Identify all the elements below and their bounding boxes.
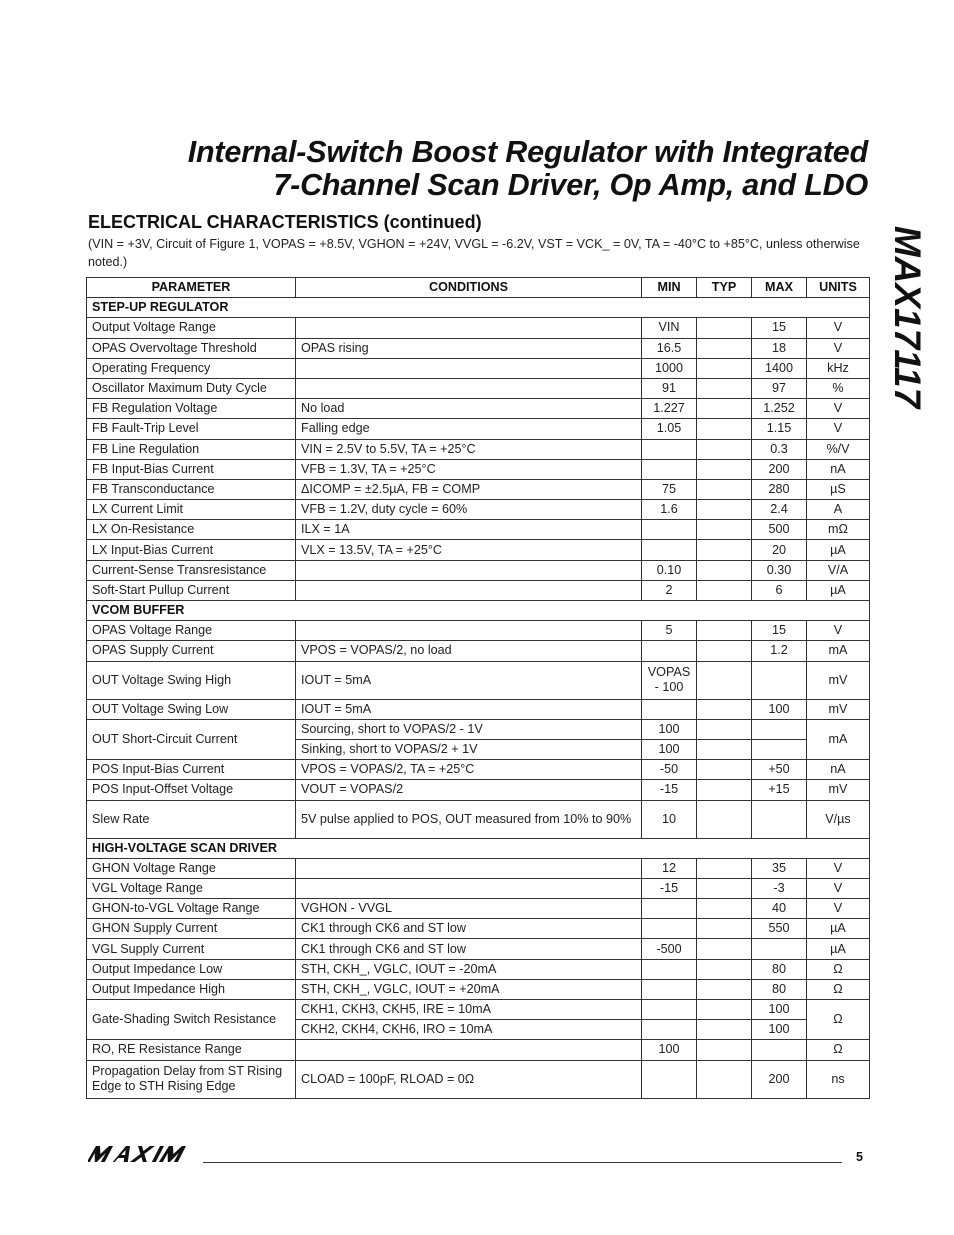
table-row — [87, 500, 870, 520]
conditions-cell — [296, 378, 642, 398]
conditions-cell: ILX = 1A — [296, 520, 642, 540]
parameter-cell: RO, RE Resistance Range — [87, 1040, 296, 1060]
table-row — [87, 699, 870, 719]
min-cell: 2 — [642, 580, 697, 600]
units-cell: V — [807, 399, 870, 419]
max-cell: 1.15 — [752, 419, 807, 439]
conditions-cell: OPAS rising — [296, 338, 642, 358]
units-cell: mA — [807, 641, 870, 661]
max-cell: 20 — [752, 540, 807, 560]
min-cell: -15 — [642, 878, 697, 898]
min-cell: VOPAS - 100 — [642, 661, 697, 699]
min-cell: 100 — [642, 1040, 697, 1060]
parameter-cell: OPAS Supply Current — [87, 641, 296, 661]
table-row — [87, 439, 870, 459]
conditions-cell: No load — [296, 399, 642, 419]
max-cell: 0.3 — [752, 439, 807, 459]
conditions-cell — [296, 621, 642, 641]
conditions-cell: VGHON - VVGL — [296, 899, 642, 919]
table-header-row — [87, 278, 870, 298]
units-cell: mV — [807, 661, 870, 699]
max-cell: 1400 — [752, 358, 807, 378]
parameter-cell: LX Current Limit — [87, 500, 296, 520]
max-cell: 200 — [752, 1060, 807, 1098]
conditions-cell: CKH2, CKH4, CKH6, IRO = 10mA — [296, 1020, 642, 1040]
typ-cell — [697, 699, 752, 719]
table-row — [87, 1060, 870, 1098]
conditions-cell: Falling edge — [296, 419, 642, 439]
max-cell — [752, 800, 807, 838]
units-cell: A — [807, 500, 870, 520]
conditions-cell: Sinking, short to VOPAS/2 + 1V — [296, 739, 642, 759]
max-cell: 200 — [752, 459, 807, 479]
conditions-cell: Sourcing, short to VOPAS/2 - 1V — [296, 719, 642, 739]
max-cell: 550 — [752, 919, 807, 939]
parameter-cell: FB Fault-Trip Level — [87, 419, 296, 439]
min-cell — [642, 540, 697, 560]
table-row — [87, 760, 870, 780]
min-cell: 1.6 — [642, 500, 697, 520]
typ-cell — [697, 780, 752, 800]
header-typ: TYP — [697, 278, 752, 298]
conditions-cell: VFB = 1.3V, TA = +25°C — [296, 459, 642, 479]
max-cell: 1.252 — [752, 399, 807, 419]
typ-cell — [697, 760, 752, 780]
max-cell: +15 — [752, 780, 807, 800]
typ-cell — [697, 540, 752, 560]
max-cell: 0.30 — [752, 560, 807, 580]
conditions-cell: STH, CKH_, VGLC, IOUT = +20mA — [296, 979, 642, 999]
units-cell: Ω — [807, 979, 870, 999]
typ-cell — [697, 1000, 752, 1020]
conditions-cell: VPOS = VOPAS/2, no load — [296, 641, 642, 661]
conditions-cell — [296, 858, 642, 878]
typ-cell — [697, 641, 752, 661]
conditions-cell: STH, CKH_, VGLC, IOUT = -20mA — [296, 959, 642, 979]
max-cell — [752, 739, 807, 759]
max-cell: 500 — [752, 520, 807, 540]
min-cell — [642, 699, 697, 719]
typ-cell — [697, 899, 752, 919]
units-cell: µA — [807, 580, 870, 600]
parameter-cell: GHON-to-VGL Voltage Range — [87, 899, 296, 919]
units-cell: kHz — [807, 358, 870, 378]
table-row — [87, 800, 870, 838]
min-cell — [642, 1060, 697, 1098]
max-cell: 2.4 — [752, 500, 807, 520]
units-cell: V/µs — [807, 800, 870, 838]
parameter-cell: OUT Short-Circuit Current — [87, 719, 296, 759]
min-cell: 75 — [642, 479, 697, 499]
max-cell: 6 — [752, 580, 807, 600]
min-cell — [642, 979, 697, 999]
table-row — [87, 560, 870, 580]
typ-cell — [697, 661, 752, 699]
section-row — [87, 601, 870, 621]
section-title: HIGH-VOLTAGE SCAN DRIVER — [87, 838, 870, 858]
units-cell: V — [807, 899, 870, 919]
table-row — [87, 1000, 870, 1020]
min-cell: -500 — [642, 939, 697, 959]
units-cell: %/V — [807, 439, 870, 459]
units-cell: µS — [807, 479, 870, 499]
parameter-cell: POS Input-Bias Current — [87, 760, 296, 780]
typ-cell — [697, 358, 752, 378]
conditions-cell — [296, 318, 642, 338]
parameter-cell: VGL Voltage Range — [87, 878, 296, 898]
min-cell: 10 — [642, 800, 697, 838]
typ-cell — [697, 338, 752, 358]
max-cell: 97 — [752, 378, 807, 398]
parameter-cell: OUT Voltage Swing High — [87, 661, 296, 699]
typ-cell — [697, 979, 752, 999]
part-number: MAX17117 — [887, 225, 928, 409]
typ-cell — [697, 919, 752, 939]
parameter-cell: Gate-Shading Switch Resistance — [87, 1000, 296, 1040]
max-cell: 15 — [752, 318, 807, 338]
max-cell: 100 — [752, 699, 807, 719]
units-cell: mΩ — [807, 520, 870, 540]
parameter-cell: Output Impedance High — [87, 979, 296, 999]
table-row — [87, 479, 870, 499]
header-min: MIN — [642, 278, 697, 298]
units-cell: V — [807, 878, 870, 898]
min-cell — [642, 959, 697, 979]
table-row — [87, 780, 870, 800]
units-cell: µA — [807, 540, 870, 560]
max-cell: 15 — [752, 621, 807, 641]
units-cell: % — [807, 378, 870, 398]
table-row — [87, 641, 870, 661]
table-row — [87, 459, 870, 479]
max-cell: 80 — [752, 979, 807, 999]
typ-cell — [697, 439, 752, 459]
table-row — [87, 979, 870, 999]
max-cell: -3 — [752, 878, 807, 898]
units-cell: Ω — [807, 1040, 870, 1060]
conditions-note: (VIN = +3V, Circuit of Figure 1, VOPAS = +8.5V, VGHON = +24V, VVGL = -6.2V, VST = VCK_ = 0V, TA = -40°C to +85°C, unless otherwise noted.) — [88, 237, 860, 269]
typ-cell — [697, 621, 752, 641]
parameter-cell: LX Input-Bias Current — [87, 540, 296, 560]
page-number: 5 — [856, 1150, 863, 1164]
typ-cell — [697, 739, 752, 759]
max-cell — [752, 1040, 807, 1060]
table-row — [87, 520, 870, 540]
table-row — [87, 719, 870, 739]
parameter-cell: LX On-Resistance — [87, 520, 296, 540]
min-cell — [642, 459, 697, 479]
conditions-cell: VIN = 2.5V to 5.5V, TA = +25°C — [296, 439, 642, 459]
parameter-cell: Operating Frequency — [87, 358, 296, 378]
typ-cell — [697, 399, 752, 419]
parameter-cell: POS Input-Offset Voltage — [87, 780, 296, 800]
units-cell: mV — [807, 699, 870, 719]
max-cell: 35 — [752, 858, 807, 878]
table-row — [87, 1040, 870, 1060]
typ-cell — [697, 580, 752, 600]
section-row — [87, 298, 870, 318]
units-cell: µA — [807, 939, 870, 959]
table-row — [87, 378, 870, 398]
parameter-cell: Oscillator Maximum Duty Cycle — [87, 378, 296, 398]
conditions-cell: IOUT = 5mA — [296, 699, 642, 719]
max-cell: +50 — [752, 760, 807, 780]
conditions-cell: VOUT = VOPAS/2 — [296, 780, 642, 800]
table-row — [87, 858, 870, 878]
conditions-cell: 5V pulse applied to POS, OUT measured from 10% to 90% — [296, 800, 642, 838]
table-row — [87, 580, 870, 600]
typ-cell — [697, 318, 752, 338]
min-cell: 0.10 — [642, 560, 697, 580]
section-title: VCOM BUFFER — [87, 601, 870, 621]
parameter-cell: FB Regulation Voltage — [87, 399, 296, 419]
conditions-cell — [296, 560, 642, 580]
conditions-cell: VFB = 1.2V, duty cycle = 60% — [296, 500, 642, 520]
parameter-cell: FB Transconductance — [87, 479, 296, 499]
parameter-cell: OUT Voltage Swing Low — [87, 699, 296, 719]
conditions-cell — [296, 1040, 642, 1060]
units-cell: ns — [807, 1060, 870, 1098]
parameter-cell: VGL Supply Current — [87, 939, 296, 959]
units-cell: V — [807, 318, 870, 338]
min-cell: 100 — [642, 719, 697, 739]
parameter-cell: OPAS Overvoltage Threshold — [87, 338, 296, 358]
parameter-cell: GHON Supply Current — [87, 919, 296, 939]
min-cell — [642, 919, 697, 939]
footer-rule — [203, 1162, 842, 1163]
conditions-cell: ΔICOMP = ±2.5µA, FB = COMP — [296, 479, 642, 499]
table-row — [87, 959, 870, 979]
table-row — [87, 338, 870, 358]
section-row — [87, 838, 870, 858]
table-row — [87, 939, 870, 959]
parameter-cell: FB Input-Bias Current — [87, 459, 296, 479]
typ-cell — [697, 378, 752, 398]
header-units: UNITS — [807, 278, 870, 298]
units-cell: V — [807, 419, 870, 439]
table-row — [87, 419, 870, 439]
min-cell: 1000 — [642, 358, 697, 378]
table-row — [87, 899, 870, 919]
document-title — [68, 136, 868, 202]
conditions-cell — [296, 358, 642, 378]
min-cell: -15 — [642, 780, 697, 800]
min-cell: -50 — [642, 760, 697, 780]
typ-cell — [697, 479, 752, 499]
section-heading: ELECTRICAL CHARACTERISTICS (continued) — [88, 212, 482, 232]
units-cell: Ω — [807, 1000, 870, 1040]
min-cell: VIN — [642, 318, 697, 338]
electrical-characteristics-table — [86, 277, 870, 1099]
min-cell — [642, 1000, 697, 1020]
maxim-logo — [88, 1146, 200, 1162]
conditions-cell: IOUT = 5mA — [296, 661, 642, 699]
table-row — [87, 919, 870, 939]
table-body — [87, 298, 870, 1098]
parameter-cell: Output Impedance Low — [87, 959, 296, 979]
min-cell — [642, 641, 697, 661]
units-cell: V — [807, 338, 870, 358]
conditions-cell: CK1 through CK6 and ST low — [296, 919, 642, 939]
min-cell — [642, 1020, 697, 1040]
parameter-cell: Output Voltage Range — [87, 318, 296, 338]
max-cell: 280 — [752, 479, 807, 499]
header-conditions: CONDITIONS — [296, 278, 642, 298]
units-cell: V/A — [807, 560, 870, 580]
units-cell: mA — [807, 719, 870, 759]
table-row — [87, 540, 870, 560]
typ-cell — [697, 800, 752, 838]
min-cell: 16.5 — [642, 338, 697, 358]
max-cell — [752, 719, 807, 739]
parameter-cell: Current-Sense Transresistance — [87, 560, 296, 580]
typ-cell — [697, 858, 752, 878]
parameter-cell: GHON Voltage Range — [87, 858, 296, 878]
max-cell — [752, 939, 807, 959]
min-cell — [642, 520, 697, 540]
parameter-cell: OPAS Voltage Range — [87, 621, 296, 641]
min-cell: 12 — [642, 858, 697, 878]
min-cell — [642, 899, 697, 919]
parameter-cell: Slew Rate — [87, 800, 296, 838]
parameter-cell: FB Line Regulation — [87, 439, 296, 459]
title-line-1: Internal-Switch Boost Regulator with Integrated — [187, 135, 868, 169]
typ-cell — [697, 419, 752, 439]
typ-cell — [697, 520, 752, 540]
min-cell: 91 — [642, 378, 697, 398]
header-max: MAX — [752, 278, 807, 298]
typ-cell — [697, 878, 752, 898]
units-cell: nA — [807, 459, 870, 479]
table-row — [87, 621, 870, 641]
units-cell: mV — [807, 780, 870, 800]
units-cell: V — [807, 621, 870, 641]
conditions-cell: CLOAD = 100pF, RLOAD = 0Ω — [296, 1060, 642, 1098]
units-cell: nA — [807, 760, 870, 780]
max-cell: 80 — [752, 959, 807, 979]
typ-cell — [697, 1020, 752, 1040]
min-cell — [642, 439, 697, 459]
table-row — [87, 318, 870, 338]
min-cell: 100 — [642, 739, 697, 759]
parameter-cell: Soft-Start Pullup Current — [87, 580, 296, 600]
conditions-cell — [296, 878, 642, 898]
units-cell: µA — [807, 919, 870, 939]
max-cell — [752, 661, 807, 699]
typ-cell — [697, 939, 752, 959]
max-cell: 18 — [752, 338, 807, 358]
header-parameter: PARAMETER — [87, 278, 296, 298]
table-row — [87, 358, 870, 378]
conditions-cell: CK1 through CK6 and ST low — [296, 939, 642, 959]
table-row — [87, 399, 870, 419]
conditions-cell: VLX = 13.5V, TA = +25°C — [296, 540, 642, 560]
min-cell: 1.227 — [642, 399, 697, 419]
units-cell: Ω — [807, 959, 870, 979]
max-cell: 100 — [752, 1020, 807, 1040]
section-title: STEP-UP REGULATOR — [87, 298, 870, 318]
table-row — [87, 661, 870, 699]
table-row — [87, 878, 870, 898]
typ-cell — [697, 459, 752, 479]
title-line-2: 7-Channel Scan Driver, Op Amp, and LDO — [273, 168, 868, 202]
units-cell: V — [807, 858, 870, 878]
typ-cell — [697, 1040, 752, 1060]
typ-cell — [697, 1060, 752, 1098]
typ-cell — [697, 560, 752, 580]
typ-cell — [697, 500, 752, 520]
parameter-cell: Propagation Delay from ST Rising Edge to STH Rising Edge — [87, 1060, 296, 1098]
conditions-cell: CKH1, CKH3, CKH5, IRE = 10mA — [296, 1000, 642, 1020]
max-cell: 40 — [752, 899, 807, 919]
typ-cell — [697, 719, 752, 739]
max-cell: 100 — [752, 1000, 807, 1020]
part-number-sidebar — [867, 212, 947, 422]
conditions-cell: VPOS = VOPAS/2, TA = +25°C — [296, 760, 642, 780]
min-cell: 5 — [642, 621, 697, 641]
typ-cell — [697, 959, 752, 979]
conditions-cell — [296, 580, 642, 600]
max-cell: 1.2 — [752, 641, 807, 661]
min-cell: 1.05 — [642, 419, 697, 439]
